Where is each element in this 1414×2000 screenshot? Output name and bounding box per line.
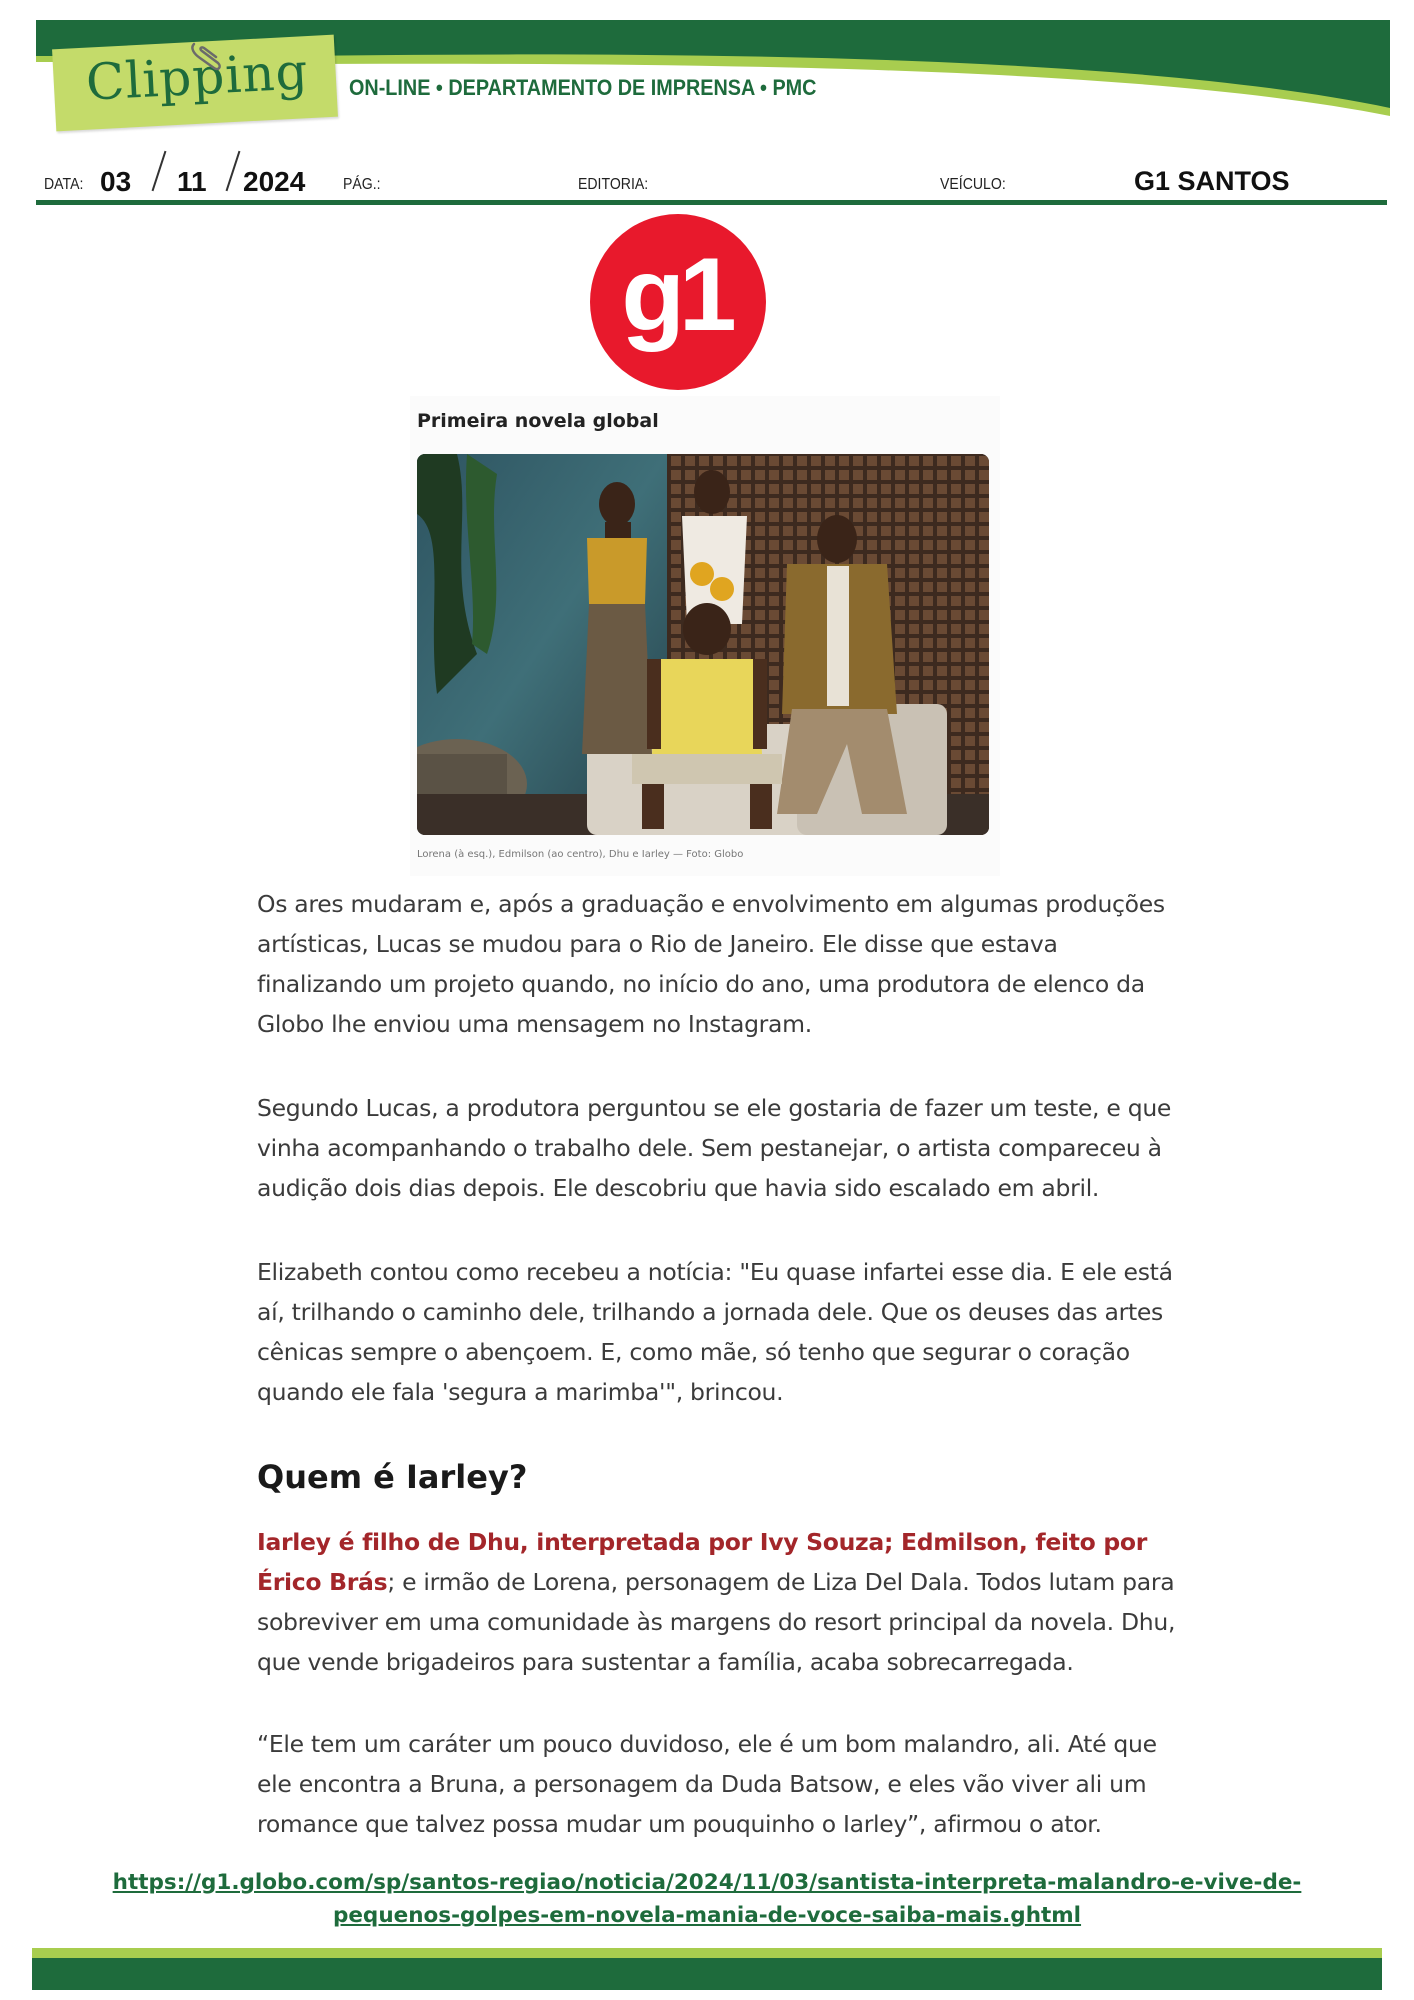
paragraph-4-rest: ; e irmão de Lorena, personagem de Liza Del Dala. Todos lutam para sobreviver em uma comunidade às margens do resort principal da novela. Dhu, que vende brigadeiros para sustentar a família, acaba sobrecarregada.: [257, 1568, 1176, 1676]
highlight-link[interactable]: Iarley é filho de Dhu, interpretada por Ivy Souza; Edmilson, feito por Érico Brás: [257, 1528, 1148, 1596]
g1-logo: [590, 214, 766, 390]
veiculo-value: G1 SANTOS: [1134, 166, 1290, 196]
section-title: Primeira novela global: [417, 410, 659, 432]
editoria-label: EDITORIA:: [578, 176, 649, 193]
data-label: DATA:: [44, 176, 84, 193]
section-heading: Quem é Iarley?: [257, 1458, 528, 1496]
header-subtitle: ON-LINE • DEPARTAMENTO DE IMPRENSA • PMC: [349, 75, 817, 100]
svg-text:g1: g1: [621, 237, 731, 353]
paragraph-3: Elizabeth contou como recebeu a notícia: "Eu quase infartei esse dia. E ele está aí, trilhando o caminho dele, trilhando a jornada dele. Que os deuses das artes cênicas sempre o abençoem. E, como mãe, só tenho que segurar o coração quando ele fala 'segura a marimba'", brincou.: [257, 1258, 1173, 1406]
paragraph-2: Segundo Lucas, a produtora perguntou se ele gostaria de fazer um teste, e que vinha acompanhando o trabalho dele. Sem pestanejar, o artista compareceu à audição dois dias depois. Ele descobriu que havia sido escalado em abril.: [257, 1094, 1172, 1202]
pag-label: PÁG.:: [343, 176, 381, 193]
source-url-line-1: https://g1.globo.com/sp/santos-regiao/noticia/2024/11/03/santista-interpreta-malandro-e-vive-de-: [112, 1870, 1302, 1895]
source-url-line-2: pequenos-golpes-em-novela-mania-de-voce-saiba-mais.ghtml: [332, 1903, 1082, 1928]
paperclip-icon: [188, 40, 224, 74]
footer-stripe-dark: [32, 1958, 1382, 1990]
footer-stripe-light: [32, 1948, 1382, 1958]
header-rule: [36, 200, 1387, 205]
veiculo-label: VEÍCULO:: [940, 176, 1006, 193]
date-separator: [226, 151, 241, 192]
date-year: 2024: [243, 166, 306, 197]
date-month: 11: [177, 166, 207, 197]
date-day: 03: [100, 166, 132, 197]
paragraph-1: Os ares mudaram e, após a graduação e envolvimento em algumas produções artísticas, Lucas se mudou para o Rio de Janeiro. Ele disse que estava finalizando um projeto quando, no início do ano, uma produtora de elenco da Globo lhe enviou uma mensagem no Instagram.: [257, 890, 1165, 1038]
photo-caption: Lorena (à esq.), Edmilson (ao centro), Dhu e Iarley — Foto: Globo: [417, 849, 744, 860]
clipping-title: Clipping: [84, 42, 310, 112]
cast-photo: [417, 454, 989, 835]
date-separator: [152, 151, 167, 192]
source-url-link[interactable]: [60, 1866, 1354, 1932]
paragraph-4: [257, 1522, 1187, 1682]
paragraph-5: “Ele tem um caráter um pouco duvidoso, ele é um bom malandro, ali. Até que ele encontra a Bruna, a personagem da Duda Batsow, e eles vão viver ali um romance que talvez possa mudar um pouquinho o Iarley”, afirmou o ator.: [257, 1730, 1157, 1838]
